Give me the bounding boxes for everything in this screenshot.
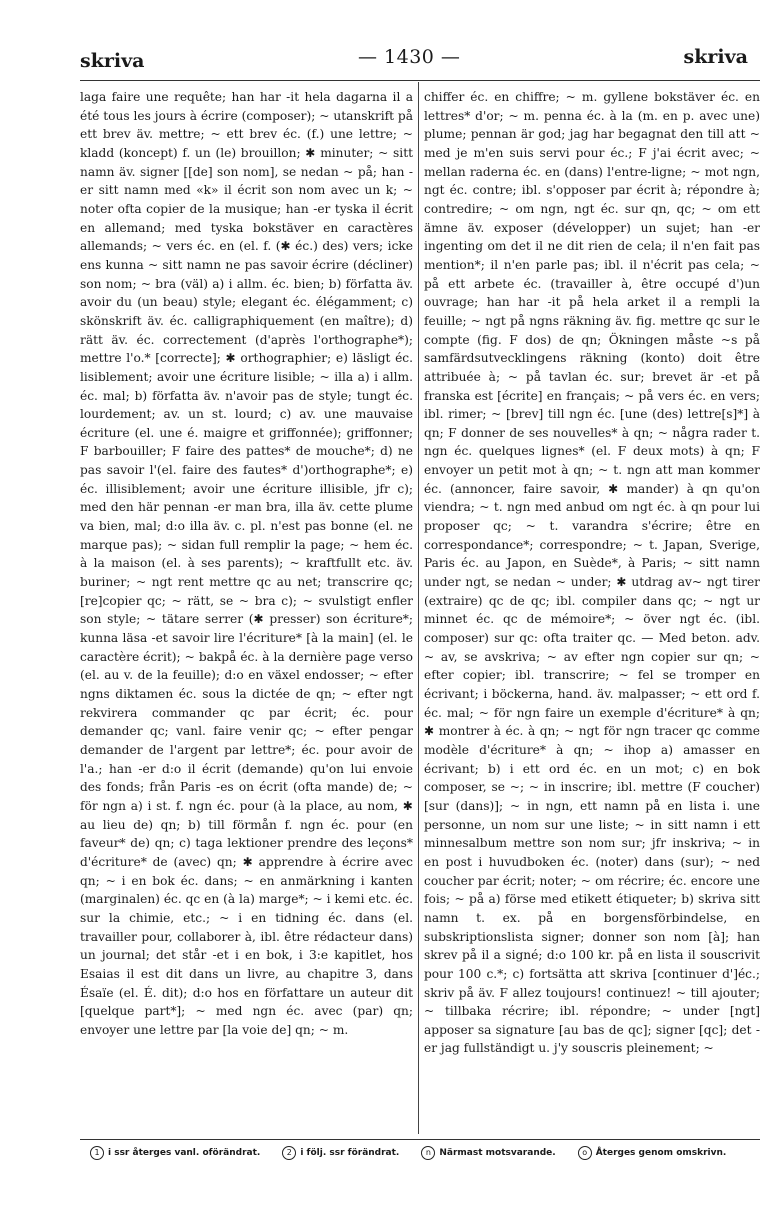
footnote-mark: 1 [90,1146,104,1160]
right-column-text: chiffer éc. en chiffre; ~ m. gyllene bokstäver éc. en lettres* d'or; ~ m. penna éc. à la (m. en p. avec une) plume; pennan är god; jag har begagnat den till att ~ med je m'en suis servi pour éc.; F j'ai écrit avec; ~ mellan raderna éc. en (dans) l'entre-ligne; ~ mot ngn, ngt éc. contre; ibl. s'opposer par écrit à; répondre à; contredire; ~ om ngn, ngt éc. sur qn, qc; ~ om ett ämne äv. exposer (développer) un sujet; han -er ingenting om det il ne dit rien de cela; il n'en fait pas mention*; il n'en parle pas; ibl. il n'écrit pas cela; ~ på ett arbete éc. (travailler à, être occupé d')un ouvrage; han har -it på hela arket il a rempli la feuille; ~ ngt på ngns räkning äv. fig. mettre qc sur le compte (fig. F dos) de qn; Ökningen måste ~s på samfärdsutvecklingens räkning (konto) doit être attribuée à; ~ på tavlan éc. sur; brevet är -et på franska est [écrite] en français; ~ på vers éc. en vers; ibl. rimer; ~ [brev] till ngn éc. [une (des) lettre[s]*] à qn; F donner de ses nouvelles* à qn; ~ några rader t. ngn éc. quelques lignes* (el. F deux mots) à qn; F envoyer un petit mot à qn; ~ t. ngn att man kommer éc. (annoncer, faire savoir, ✱ mander) à qn qu'on viendra; ~ t. ngn med anbud om ngt éc. à qn pour lui proposer qc; ~ t. varandra s'écrire; être en correspondance*; correspondre; ~ t. Japan, Sverige, Paris éc. au Japon, en Suède*, à Paris; ~ sitt namn under ngt, se nedan ~ under; ✱ utdrag av~ ngt tirer (extraire) qc de qc; ibl. compiler dans qc; ~ ngt ur minnet éc. qc de mémoire*; ~ över ngt éc. (ibl. composer) sur qc: ofta traiter qc. — Med beton. adv. ~ av, se avskriva; ~ av efter ngn copier sur qn; ~ efter copier; ibl. transcrire; ~ fel se tromper en écrivant; i böckerna, hand. äv. malpasser; ~ ett ord f. éc. mal; ~ för ngn faire un exemple d'écriture* à qn; ✱ montrer à éc. à qn; ~ ngt för ngn tracer qc comme modèle d'écriture* à qn; ~ ihop a) amasser en écrivant; b) i ett ord éc. en un mot; c) en bok composer, se ~; ~ in inscrire; ibl. mettre (F coucher) [sur (dans)]; ~ in ngn, ett namn på en lista i. une personne, un nom sur une liste; ~ in sitt namn i ett minnesalbum mettre son nom sur; jfr inskriva; ~ in en post i huvudboken éc. (noter) dans (sur); ~ ned coucher par écrit; noter; ~ om récrire; éc. encore une fois; ~ på a) förse med etikett étiqueter; b) skriva sitt namn t. ex. på en borgensförbindelse, en subskriptionslista signer; donner son nom [à]; han skrev på il a signé; d:o 100 kr. på en lista il souscrivit pour 100 c.*; c) fortsätta att skriva [continuer d']éc.; skriv på äv. F allez toujours! continuez! ~ till ajouter; ~ tillbaka récrire; ibl. répondre; ~ under [ngt] apposer sa signature [au bas de qc]; signer [qc]; det -er jag fullständigt u. j'y souscris pleinement; ~ [424,90,760,1056]
footnote-item [578,1146,727,1160]
running-headword-right: skriva [683,46,748,68]
page-number: — 1430 — [358,46,461,68]
footnote-mark: 2 [282,1146,296,1160]
footnote-text: i följ. ssr förändrat. [300,1148,400,1158]
footnote-text: Närmast motsvarande. [439,1148,556,1158]
footnote-item [282,1146,399,1160]
running-headword-left: skriva [80,50,145,72]
column-divider [418,82,419,1134]
header-rule [80,80,760,81]
page-header [80,42,756,80]
footnote-text: i ssr återges vanl. oförändrat. [108,1148,261,1158]
left-column-text: laga faire une requête; han har -it hela dagarna il a été tous les jours à écrire (composer); ~ utanskrift på ett brev äv. mettre; ~ ett brev éc. (f.) une lettre; ~ kladd (koncept) f. un (le) brouillon; ✱ minuter; ~ sitt namn äv. signer [[de] son nom], se nedan ~ på; han -er sitt namn med «k» il écrit son nom avec un k; ~ noter ofta copier de la musique; han -er tyska il écrit en allemand; med tyska bokstäver en caractères allemands; ~ vers éc. en (el. f. (✱ éc.) des) vers; icke ens kunna ~ sitt namn ne pas savoir écrire (décliner) son nom; ~ bra (väl) a) i allm. éc. bien; b) författa äv. avoir du (un beau) style; elegant éc. élégamment; c) skönskrift äv. éc. calligraphiquement (en maître); d) rätt äv. éc. correctement (d'après l'orthographe*); mettre l'o.* [correcte]; ✱ orthographier; e) läsligt éc. lisiblement; avoir une écriture lisible; ~ illa a) i allm. éc. mal; b) författa äv. n'avoir pas de style; tungt éc. lourdement; av. un st. lourd; c) av. une mauvaise écriture (el. une é. maigre et griffonnée); griffonner; F barbouiller; F faire des pattes* de mouche*; d) ne pas savoir l'(el. faire des fautes* d')orthographe*; e) éc. illisiblement; avoir une écriture illisible, jfr c); med den här pennan -er man bra, illa äv. cette plume va bien, mal; d:o illa äv. c. pl. n'est pas bonne (el. ne marque pas); ~ sidan full remplir la page; ~ hem éc. à la maison (el. à ses parents); ~ kraftfullt etc. äv. buriner; ~ ngt rent mettre qc au net; transcrire qc; [re]copier qc; ~ rätt, se ~ bra c); ~ svulstigt enfler son style; ~ tätare serrer (✱ presser) son écriture*; kunna läsa -et savoir lire l'écriture* [à la main] (el. le caractère écrit); ~ bakpå éc. à la dernière page verso (el. au v. de la feuille); d:o en växel endosser; ~ efter ngns diktamen éc. sous la dictée de qn; ~ efter ngt rekvirera commander qc par écrit; éc. pour demander qc; vanl. faire venir qc; ~ efter pengar demander de l'argent par lettre*; éc. pour avoir de l'a.; han -er d:o il écrit (demande) qu'on lui envoie des fonds; från Paris -es on écrit (ofta mande) de; ~ för ngn a) i st. f. ngn éc. pour (à la place, au nom, ✱ au lieu de) qn; b) till förmån f. ngn éc. pour (en faveur* de) qn; c) taga lektioner prendre des leçons* d'écriture* de (avec) qn; ✱ apprendre à écrire avec qn; ~ i en bok éc. dans; ~ en anmärkning i kanten (marginalen) éc. qc en (à la) marge*; ~ i kemi etc. éc. sur la chimie, etc.; ~ i en tidning éc. dans (el. travailler pour, collaborer à, ibl. être rédacteur dans) un journal; det står -et i en bok, i 3:e kapitlet, hos Esaias il est dit dans un livre, au chapitre 3, dans Ésaïe (el. É. dit); d:o hos en författare un auteur dit [quelque part*]; ~ med ngn éc. avec (par) qn; envoyer une lettre par [la voie de] qn; ~ m. [80,90,413,1037]
footnote-legend [90,1146,756,1160]
footnote-mark: o [578,1146,592,1160]
footnote-item [90,1146,260,1160]
footer-rule [80,1139,760,1140]
footnote-item [421,1146,555,1160]
footnote-mark: n [421,1146,435,1160]
footnote-text: Återges genom omskrivn. [595,1148,727,1158]
